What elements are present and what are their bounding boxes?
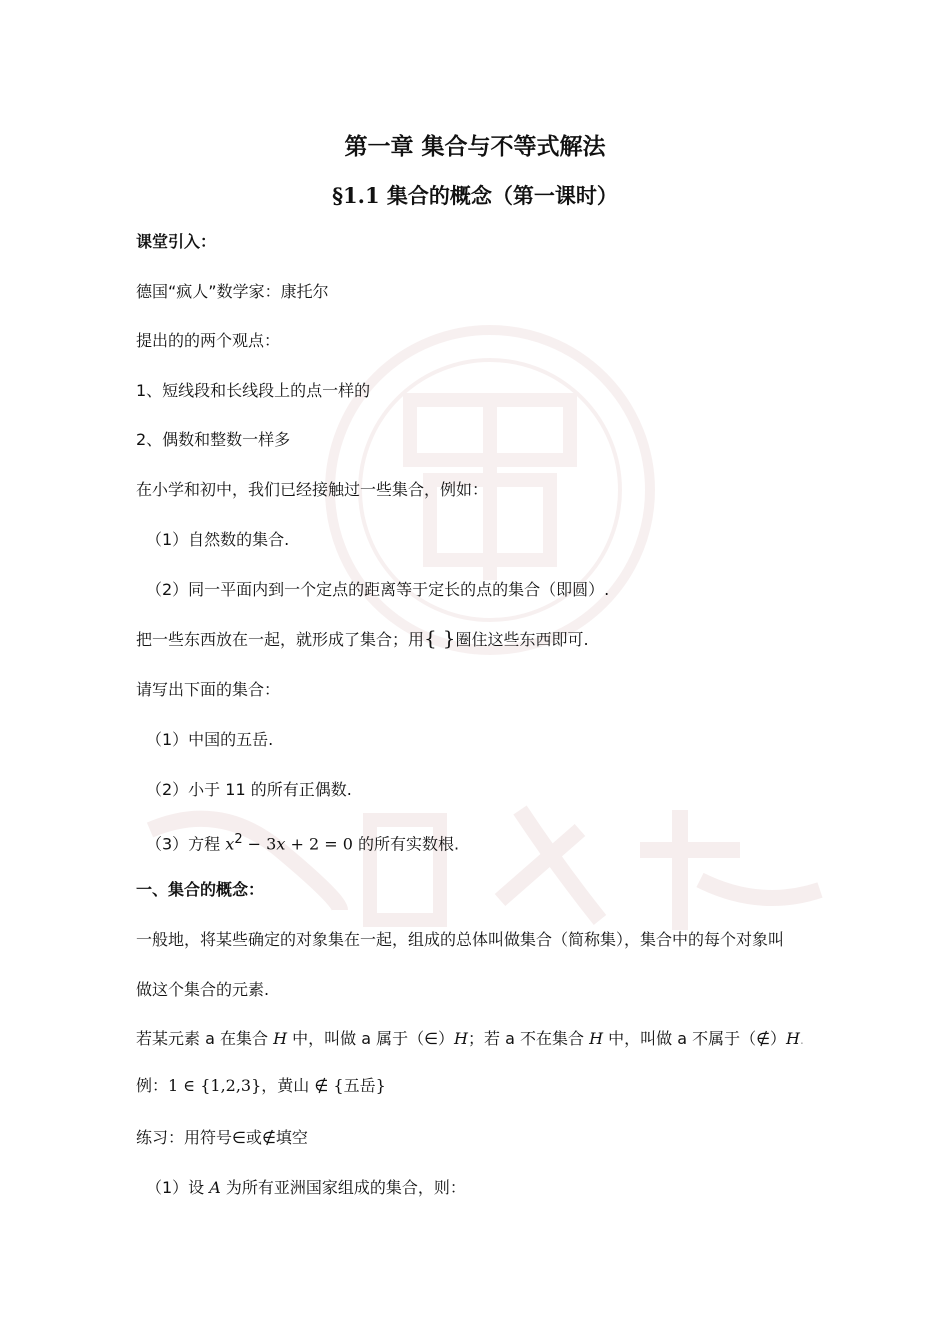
definition-line-2: 做这个集合的元素. [136,980,270,999]
example-1: （1）自然数的集合. [146,530,290,549]
collection-text-b: 圈住这些东西即可. [455,630,589,649]
example-intro: 在小学和初中，我们已经接触过一些集合，例如： [136,480,489,499]
brace-right: } [442,626,456,650]
brace-left: { [424,626,437,650]
example-2: （2）同一平面内到一个定点的距离等于定长的点的集合（即圆）. [146,580,610,599]
collection-explanation [136,628,589,650]
section-heading-concept: 一、集合的概念： [136,880,265,899]
membership-example: 例：1 ∈ {1,2,3}，黄山 ∉ {五岳} [136,1076,386,1095]
exercise-2: （2）小于 11 的所有正偶数. [146,780,352,799]
chapter-title: 第一章 集合与不等式解法 [344,134,606,160]
section-title: §1.1 集合的概念（第一课时） [332,183,618,208]
intro-heading: 课堂引入： [136,232,217,251]
intro-line-views: 提出的的两个观点： [136,331,281,350]
view-2: 2、偶数和整数一样多 [136,430,291,449]
practice-1: （1）设 A 为所有亚洲国家组成的集合，则： [146,1178,466,1197]
membership-definition: 若某元素 a 在集合 H 中，叫做 a 属于（∈）H；若 a 不在集合 H 中，叫做 a 不属于（∉）H. [136,1029,804,1048]
definition-line-1: 一般地，将某些确定的对象集在一起，组成的总体叫做集合（简称集），集合中的每个对象叫 [136,930,785,949]
view-1: 1、短线段和长线段上的点一样的 [136,381,371,400]
practice-heading: 练习：用符号∈或∉填空 [136,1128,308,1147]
exercise-1: （1）中国的五岳. [146,730,274,749]
collection-text-a: 把一些东西放在一起，就形成了集合；用 [136,630,425,649]
exercise-3: （3）方程 $x^2 - 3x + 2 = 0$ 的所有实数根. [146,832,460,854]
write-sets-prompt: 请写出下面的集合： [136,680,281,699]
intro-line-cantor: 德国“疯人”数学家：康托尔 [136,282,329,301]
